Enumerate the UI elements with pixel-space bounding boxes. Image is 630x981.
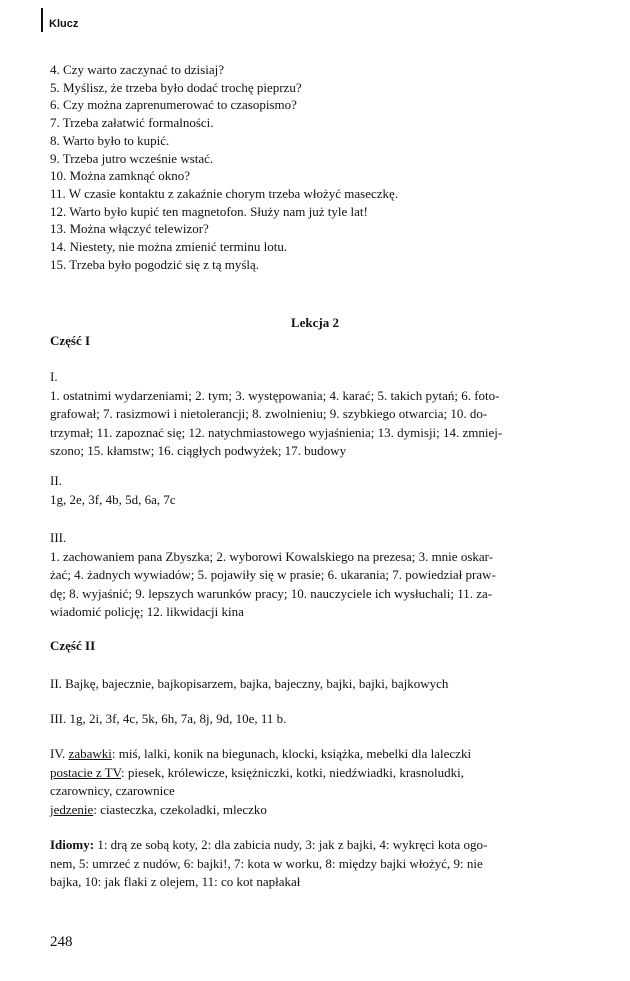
answer-line: szono; 15. kłamstw; 16. ciągłych podwyżek; 17. budowy <box>50 443 347 458</box>
part-2-heading: Część II <box>50 638 96 653</box>
list-item: 4. Czy warto zaczynać to dzisiaj? <box>50 62 224 77</box>
list-item: 8. Warto było to kupić. <box>50 132 170 148</box>
part-1-exercise-2 <box>50 472 563 509</box>
lesson-title: Lekcja 2 <box>290 315 340 330</box>
idioms-label: Idiomy: <box>50 837 95 852</box>
list-item: 12. Warto było kupić ten magnetofon. Służy nam już tyle lat! <box>50 203 368 219</box>
answer-line: dę; 8. wyjaśnić; 9. lepszych warunków pracy; 10. nauczyciele ich wysłuchali; 11. za- <box>50 585 493 601</box>
list-item: 11. W czasie kontaktu z zakaźnie chorym trzeba włożyć maseczkę. <box>50 185 399 201</box>
answer-line: żać; 4. żadnych wywiadów; 5. pojawiły się w prasie; 6. ukarania; 7. powiedział praw- <box>50 567 496 582</box>
answer-line: nem, 5: umrzeć z nudów, 6: bajki!, 7: kota w worku, 8: między bajki włożyć, 9: nie <box>50 855 483 871</box>
category-items: : ciasteczka, czekoladki, mleczko <box>93 801 267 817</box>
list-item: 10. Można zamknąć okno? <box>50 168 191 184</box>
category-items: : miś, lalki, konik na biegunach, klocki, książka, mebelki dla laleczki <box>111 746 472 761</box>
idioms-answers <box>50 836 563 892</box>
exercise-label: IV. <box>50 746 66 761</box>
category-label-toys: zabawki <box>68 746 112 761</box>
answer-line: 1g, 2e, 3f, 4b, 5d, 6a, 7c <box>50 491 176 507</box>
list-item: 9. Trzeba jutro wcześnie wstać. <box>50 150 214 166</box>
answer-line: bajka, 10: jak flaki z olejem, 11: co kot napłakał <box>50 874 301 889</box>
category-label-food: jedzenie <box>50 801 94 817</box>
header-title: Klucz <box>49 18 79 30</box>
part-1-heading: Część I <box>50 333 91 348</box>
exercise-label: III. <box>50 530 67 545</box>
list-item: 7. Trzeba załatwić formalności. <box>50 115 214 131</box>
exercise-label: II. <box>50 473 62 488</box>
list-item: 6. Czy można zaprenumerować to czasopismo? <box>50 97 297 113</box>
answer-line: III. 1g, 2i, 3f, 4c, 5k, 6h, 7a, 8j, 9d, 10e, 11 b. <box>50 711 287 726</box>
answer-line: II. Bajkę, bajecznie, bajkopisarzem, bajka, bajeczny, bajki, bajki, bajkowych <box>50 676 449 691</box>
part-1-exercise-3 <box>50 529 563 622</box>
answer-line: grafował; 7. rasizmowi i nietolerancji; 8. zwolnieniu; 9. szybkiego otwarcia; 10. do- <box>50 406 488 421</box>
category-label-tv-characters: postacie z TV <box>50 764 121 780</box>
part-2-exercise-3 <box>50 710 563 729</box>
exercise-label: I. <box>50 369 58 384</box>
answer-line: 1. zachowaniem pana Zbyszka; 2. wyborowi Kowalskiego na prezesa; 3. mnie oskar- <box>50 548 494 564</box>
answer-line: 1. ostatnimi wydarzeniami; 2. tym; 3. występowania; 4. karać; 5. takich pytań; 6. foto- <box>50 387 500 403</box>
list-item: 13. Można włączyć telewizor? <box>50 221 209 237</box>
part-1-exercise-1 <box>50 368 563 461</box>
answer-line <box>50 745 563 764</box>
answer-line <box>50 764 563 783</box>
answer-line: czarownicy, czarownice <box>50 783 175 798</box>
answer-line: wiadomić policję; 12. likwidacji kina <box>50 604 244 619</box>
answer-line <box>50 836 563 855</box>
continued-answer-list <box>50 61 398 273</box>
list-item: 14. Niestety, nie można zmienić terminu lotu. <box>50 239 288 255</box>
category-items: : piesek, królewicze, księżniczki, kotki, niedźwiadki, krasnoludki, <box>121 764 464 780</box>
answer-line: trzymał; 11. zapoznać się; 12. natychmiastowego wyjaśnienia; 13. dymisji; 14. zmniej- <box>50 424 503 440</box>
list-item: 5. Myślisz, że trzeba było dodać trochę pieprzu? <box>50 79 302 95</box>
part-2-exercise-4 <box>50 745 563 819</box>
answer-line <box>50 801 563 820</box>
header-rule <box>41 8 43 32</box>
list-item: 15. Trzeba było pogodzić się z tą myślą. <box>50 256 260 272</box>
page-number: 248 <box>50 934 73 950</box>
part-2-exercise-2 <box>50 675 563 694</box>
idioms-text: 1: drą ze sobą koty, 2: dla zabicia nudy, 3: jak z bajki, 4: wykręci kota ogo- <box>94 837 488 852</box>
